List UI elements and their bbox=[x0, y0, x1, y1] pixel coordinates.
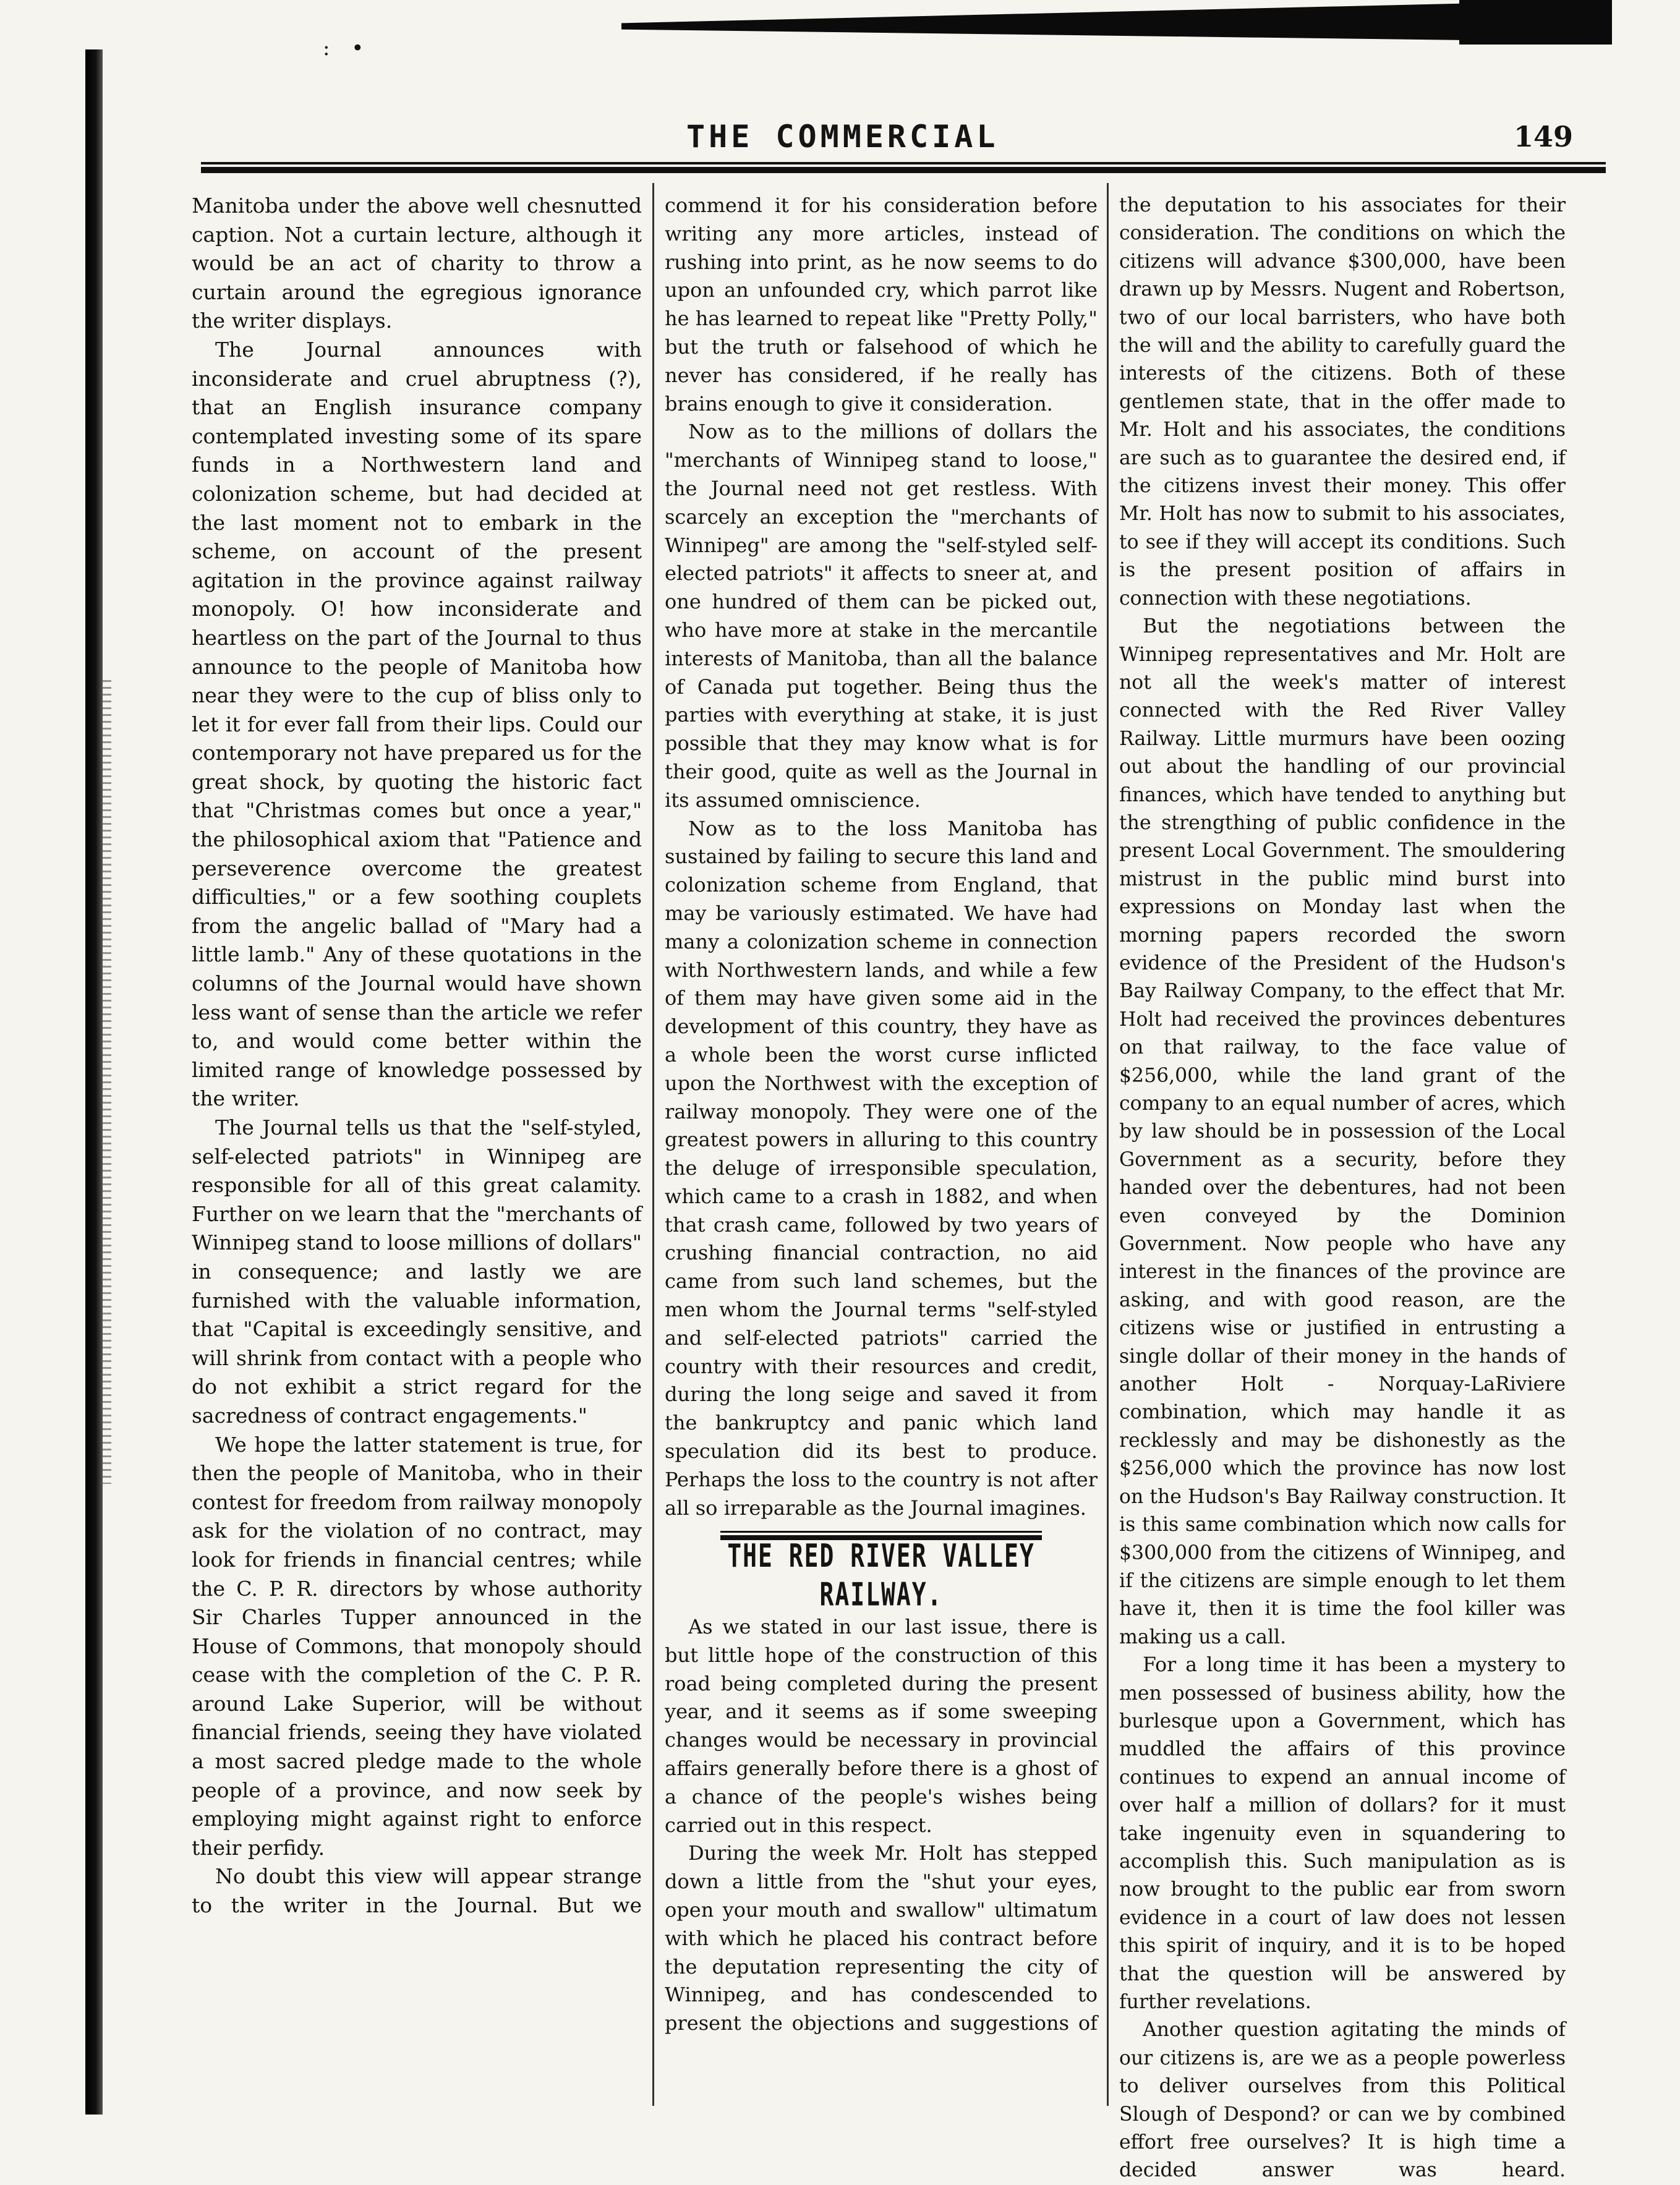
paragraph: The Journal tells us that the "self-styled, self-elected patriots" in Winnipeg are responsible for all of this great calamity. Further on we learn that the "merchants of Winnipeg stand to loose millions of dollars" in consequence; and lastly we are furnished with the valuable information, that "Capital is exceedingly sensitive, and will shrink from contact with a people who do not exhibit a strict regard for the sacredness of contract engagements." bbox=[192, 1115, 642, 1428]
header-rule-thin bbox=[201, 162, 1606, 164]
paragraph: But the negotiations between the Winnipeg representatives and Mr. Holt are not all the week's matter of interest connected with the Red River Valley Railway. Little murmurs have been oozing out about the handling of our provincial finances, which have tended to anything but the strengthing of public confidence in the present Local Government. The smouldering mistrust in the public mind burst into expressions on Monday last when the morning papers recorded the sworn evidence of the President of the Hudson's Bay Railway Company, to the effect that Mr. Holt had received the provinces debentures on that railway, to the face value of $256,000, while the land grant of the company to an equal number of acres, which by law should be in possession of the Local Government as a security, before they handed over the debentures, had not been even conveyed by the Dominion Government. Now people who have any interest in the finances of the province are asking, and with good reason, are the citizens wise or justified in entrusting a single dollar of their money in the hands of another Holt - Norquay-LaRiviere combination, which may handle it as recklessly and may be dishonestly as the $256,000 which the province has now lost on the Hudson's Bay Railway construction. It is this same combination which now calls for $300,000 from the citizens of Winnipeg, and if the citizens are simple enough to let them have it, then it is time the fool killer was making us a call. bbox=[1119, 615, 1566, 1648]
column-rule-1 bbox=[652, 183, 654, 2106]
page-title: THE COMMERCIAL bbox=[686, 119, 999, 155]
paragraph: For a long time it has been a mystery to men possessed of business ability, how the burlesque upon a Government, which has muddled the affairs of this province continues to expend an annual income of over half a million of dollars? for it must take ingenuity even in squandering to accomplish this. Such manipulation as is now brought to the public ear from sworn evidence in a court of law does not lessen this spirit of inquiry, and it is to be hoped that the question will be answered by further revelations. bbox=[1119, 1654, 1566, 2013]
paragraph: No doubt this view will appear strange to the writer in the Journal. But we bbox=[192, 1864, 642, 1918]
paragraph: commend it for his consideration before writing any more articles, instead of rushing into print, as he now seems to do upon an unfounded cry, which parrot like he has learned to repeat like "Pretty Polly," but the truth or falsehood of which he never has considered, if he really has brains enough to give it consideration. bbox=[665, 194, 1098, 415]
paragraph: During the week Mr. Holt has stepped down a little from the "shut your eyes, open your mouth and swallow" ultimatum with which he placed his contract before the deputation representing the city of Winnipeg, and has condescended to present the objections and suggestions of bbox=[665, 1841, 1098, 2035]
page-number: 149 bbox=[1514, 120, 1574, 153]
paragraph: Manitoba under the above well chesnutted caption. Not a curtain lecture, although it would be an act of charity to throw a curtain around the egregious ignorance the writer displays. bbox=[192, 194, 642, 333]
section-heading: THE RED RIVER VALLEY RAILWAY. bbox=[727, 1538, 1035, 1613]
paragraph: Another question agitating the minds of our citizens is, are we as a people powerless to deliver ourselves from this Political Slough of Despond? or can we by combined effort free ourselves? It is high time a decided answer was heard. bbox=[1119, 2019, 1566, 2182]
paragraph: Now as to the millions of dollars the "merchants of Winnipeg stand to loose," the Journal need not get restless. With scarcely an exception the "merchants of Winnipeg" are among the "self-styled self-elected patriots" it affects to sneer at, and one hundred of them can be picked out, who have more at stake in the mercantile interests of Manitoba, than all the balance of Canada put together. Being thus the parties with everything at stake, it is just possible that they may know what is for their good, quite as well as the Journal in its assumed omniscience. bbox=[665, 420, 1098, 812]
paragraph: As we stated in our last issue, there is but little hope of the construction of this road being completed during the present year, and it seems as if some sweeping changes would be necessary in provincial affairs generally before there is a ghost of a chance of the people's wishes being carried out in this respect. bbox=[665, 1615, 1098, 1837]
column-3 bbox=[1119, 192, 1566, 2182]
paragraph: Now as to the loss Manitoba has sustained by failing to secure this land and colonization scheme from England, that may be variously estimated. We have had many a colonization scheme in connection with Northwestern lands, and while a few of them may have given some aid in the development of this country, they have as a whole been the worst curse inflicted upon the Northwest with the exception of railway monopoly. They were one of the greatest powers in alluring to this country the deluge of irresponsible speculation, which came to a crash in 1882, and when that crash came, followed by two years of crushing financial contraction, no aid came from such land schemes, but the men whom the Journal terms "self-styled and self-elected patriots" carried the country with their resources and credit, during the long seige and saved it from the bankruptcy and panic which land speculation did its best to produce. Perhaps the loss to the country is not after all so irreparable as the Journal imagines. bbox=[665, 816, 1098, 1520]
section-rule-thin bbox=[720, 1531, 1042, 1533]
column-rule-2 bbox=[1107, 183, 1109, 2106]
column-2 bbox=[665, 192, 1098, 2102]
paragraph: the deputation to his associates for their consideration. The conditions on which the citizens will advance $300,000, have been drawn up by Messrs. Nugent and Robertson, two of our local barristers, who have both the will and the ability to carefully guard the interests of the citizens. Both of these gentlemen state, that in the offer made to Mr. Holt and his associates, the conditions are such as to guarantee the desired end, if the citizens invest their money. This offer Mr. Holt has now to submit to his associates, to see if they will accept its conditions. Such is the present position of affairs in connection with these negotiations. bbox=[1119, 194, 1566, 610]
column-1 bbox=[192, 192, 642, 2102]
paragraph: The Journal announces with inconsiderate and cruel abruptness (?), that an English insurance company contemplated investing some of its spare funds in a Northwestern land and colonization scheme, but had decided at the last moment not to embark in the scheme, on account of the present agitation in the province against railway monopoly. O! how inconsiderate and heartless on the part of the Journal to thus announce to the people of Manitoba how near they were to the cup of bliss only to let it for ever fall from their lips. Could our contemporary not have prepared us for the great shock, by quoting the historic fact that "Christmas comes but once a year," the philosophical axiom that "Patience and perseverence overcome the greatest difficulties," or a few soothing couplets from the angelic ballad of "Mary had a little lamb." Any of these quotations in the columns of the Journal would have shown less want of sense than the article we refer to, and would come better within the limited range of knowledge possessed by the writer. bbox=[192, 337, 642, 1111]
binding-spine bbox=[85, 49, 103, 2115]
header-rule-thick bbox=[201, 167, 1606, 173]
paragraph: We hope the latter statement is true, for then the people of Manitoba, who in their contest for freedom from railway monopoly ask for the violation of no contract, may look for friends in financial centres; while the C. P. R. directors by whose authority Sir Charles Tupper announced in the House of Commons, that monopoly should cease with the completion of the C. P. R. around Lake Superior, will be without financial friends, seeing they have violated a most sacred pledge made to the whole people of a province, and now seek by employing might against right to enforce their perfidy. bbox=[192, 1432, 642, 1860]
scan-edge-bar-thick bbox=[1459, 0, 1612, 45]
corner-mark: : • bbox=[323, 36, 372, 61]
binding-speckle bbox=[103, 680, 111, 1484]
